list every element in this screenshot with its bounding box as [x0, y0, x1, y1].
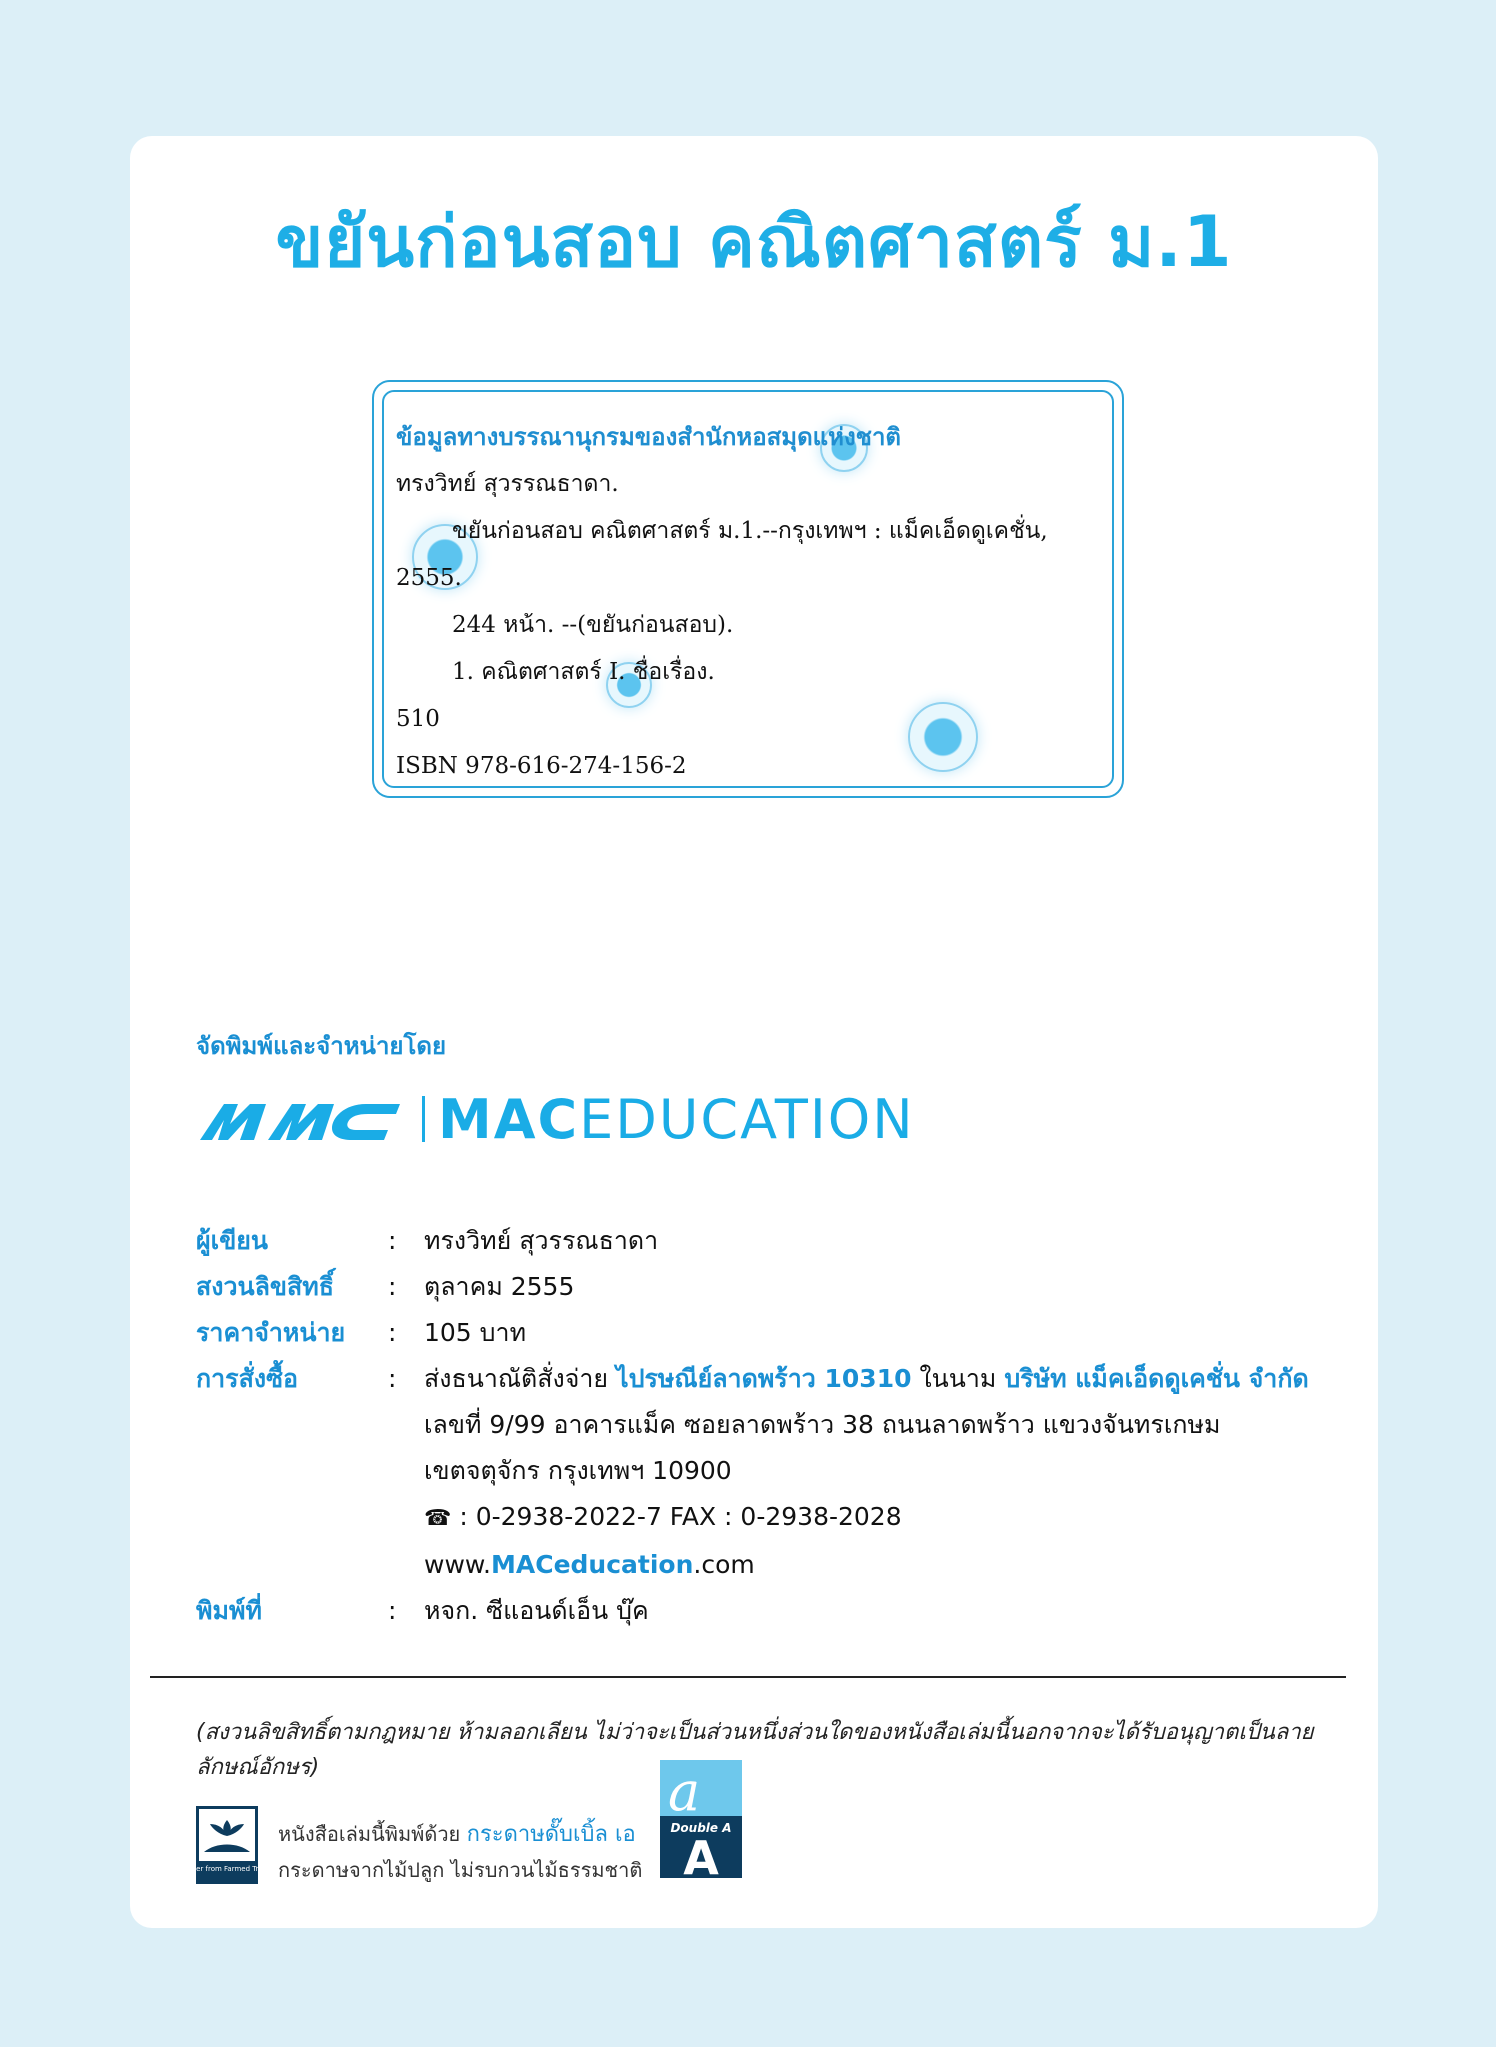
svg-text:A: A	[683, 1831, 719, 1885]
publisher-label: จัดพิมพ์และจำหน่ายโดย	[196, 1032, 447, 1060]
double-a-logo-icon	[660, 1760, 742, 1885]
cip-author: ทรงวิทย์ สุวรรณธาดา.	[396, 471, 619, 497]
address-line-1: เลขที่ 9/99 อาคารแม็ค ซอยลาดพร้าว 38 ถนนลาดพร้าว แขวงจันทรเกษม	[424, 1410, 1221, 1439]
svg-text:Paper from Farmed Trees: Paper from Farmed Trees	[183, 1865, 271, 1873]
address-line-2: เขตจตุจักร กรุงเทพฯ 10900	[424, 1456, 732, 1485]
paper-line-2: กระดาษจากไม้ปลูก ไม่รบกวนไม้ธรรมชาติ	[278, 1858, 643, 1882]
phone-icon: ☎	[424, 1506, 452, 1531]
cip-subject: 1. คณิตศาสตร์ I. ชื่อเรื่อง.	[452, 659, 715, 685]
cip-record	[396, 414, 1116, 790]
copyright-note: (สงวนลิขสิทธิ์ตามกฎหมาย ห้ามลอกเลียน ไม่ว่าจะเป็นส่วนหนึ่งส่วนใดของหนังสือเล่มนี้นอกจากจะได้รับอนุญาตเป็นลายลักษณ์อักษร)	[196, 1720, 1314, 1780]
cip-class-number: 510	[396, 706, 440, 732]
paper-footer	[183, 1760, 896, 1902]
mac-education-logo	[196, 1088, 915, 1158]
info-row-author: ผู้เขียน : ทรงวิทย์ สุวรรณธาดา	[196, 1226, 659, 1255]
website-link[interactable]: www.MACeducation.com	[424, 1550, 755, 1579]
page-card	[130, 136, 1378, 1928]
cip-isbn: ISBN 978-616-274-156-2	[396, 753, 687, 779]
info-row-price: ราคาจำหน่าย : 105 บาท	[196, 1318, 527, 1347]
cip-title-line: ขยันก่อนสอบ คณิตศาสตร์ ม.1.--กรุงเทพฯ : แม็คเอ็ดดูเคชั่น,	[452, 518, 1048, 544]
logo-wordmark: MACEDUCATION	[438, 1088, 915, 1151]
svg-text:Double A: Double A	[670, 1821, 732, 1835]
info-row-order: การสั่งซื้อ : ส่งธนาณัติสั่งจ่าย ไปรษณีย์ลาดพร้าว 10310 ในนาม บริษัท แม็คเอ็ดดูเคชั่น จำกัด	[196, 1364, 1309, 1393]
divider	[150, 1676, 1346, 1678]
svg-text:a: a	[668, 1760, 701, 1823]
farmed-trees-icon	[183, 1806, 271, 1884]
mac-logo-icon	[196, 1096, 412, 1146]
info-row-printer: พิมพ์ที่ : หจก. ซีแอนด์เอ็น บุ๊ค	[196, 1596, 649, 1625]
book-title: ขยันก่อนสอบ คณิตศาสตร์ ม.1	[275, 201, 1233, 283]
cip-heading: ข้อมูลทางบรรณานุกรมของสำนักหอสมุดแห่งชาติ	[396, 423, 902, 451]
publication-info	[196, 1218, 1356, 1634]
phone-fax: : 0-2938-2022-7 FAX : 0-2938-2028	[459, 1502, 902, 1531]
cip-year: 2555.	[396, 565, 462, 591]
info-row-copyright: สงวนลิขสิทธิ์ : ตุลาคม 2555	[196, 1272, 575, 1301]
cip-pages: 244 หน้า. --(ขยันก่อนสอบ).	[452, 612, 734, 638]
paper-line-1: หนังสือเล่มนี้พิมพ์ด้วย กระดาษดั๊บเบิ้ล เอ	[278, 1822, 636, 1847]
